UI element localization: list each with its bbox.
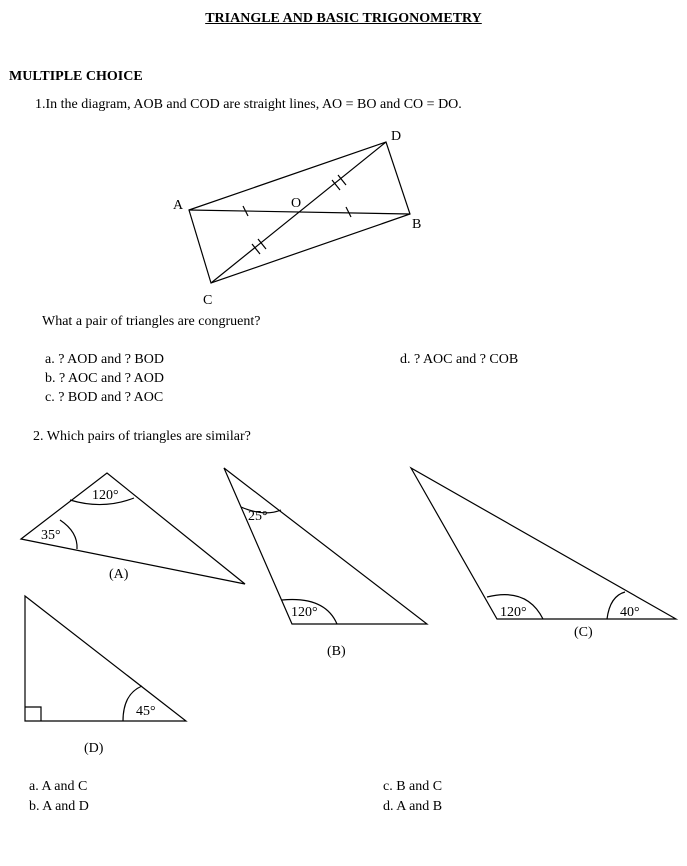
triangle-b-angle-120: 120°	[291, 605, 318, 620]
triangle-d	[25, 596, 186, 721]
triangle-d-caption: (D)	[84, 741, 104, 756]
q1-option-c: c. ? BOD and ? AOC	[45, 390, 164, 405]
question-2-stem: 2. Which pairs of triangles are similar?	[33, 429, 251, 444]
q2-option-d: d. A and B	[383, 799, 443, 814]
triangle-c-angle-120: 120°	[500, 605, 527, 620]
point-label-o: O	[291, 196, 302, 211]
triangle-c	[411, 468, 676, 619]
triangle-d-outline	[25, 596, 186, 721]
point-label-c: C	[203, 293, 213, 308]
triangle-d-angle-45: 45°	[136, 704, 156, 719]
triangle-c-outline	[411, 468, 676, 619]
q2-option-c: c. B and C	[383, 779, 443, 794]
point-label-d: D	[391, 129, 402, 144]
section-heading: MULTIPLE CHOICE	[9, 69, 143, 84]
q1-option-b: b. ? AOC and ? AOD	[45, 371, 164, 386]
triangle-c-caption: (C)	[574, 625, 593, 640]
question-1-prompt: What a pair of triangles are congruent?	[42, 314, 261, 329]
q1-quadrilateral-diagram	[189, 142, 410, 283]
tick-BO	[346, 207, 351, 217]
q1-option-d: d. ? AOC and ? COB	[400, 352, 519, 367]
point-label-a: A	[173, 198, 184, 213]
page-title: TRIANGLE AND BASIC TRIGONOMETRY	[205, 11, 482, 26]
triangle-b-outline	[224, 468, 427, 624]
triangle-b-angle-25: 25°	[248, 509, 268, 524]
q2-option-a: a. A and C	[29, 779, 88, 794]
q1-option-a: a. ? AOD and ? BOD	[45, 352, 164, 367]
triangle-d-right-angle-mark	[25, 707, 41, 721]
triangle-c-angle-40: 40°	[620, 605, 640, 620]
triangle-b	[224, 468, 427, 624]
point-label-b: B	[412, 217, 422, 232]
triangle-a-angle-35: 35°	[41, 528, 61, 543]
triangle-a-caption: (A)	[109, 567, 129, 582]
question-1-stem: 1.In the diagram, AOB and COD are straight lines, AO = BO and CO = DO.	[35, 97, 462, 112]
q2-option-b: b. A and D	[29, 799, 89, 814]
triangle-a-arc-35	[60, 520, 77, 549]
triangle-a-angle-120: 120°	[92, 488, 119, 503]
triangle-b-caption: (B)	[327, 644, 346, 659]
